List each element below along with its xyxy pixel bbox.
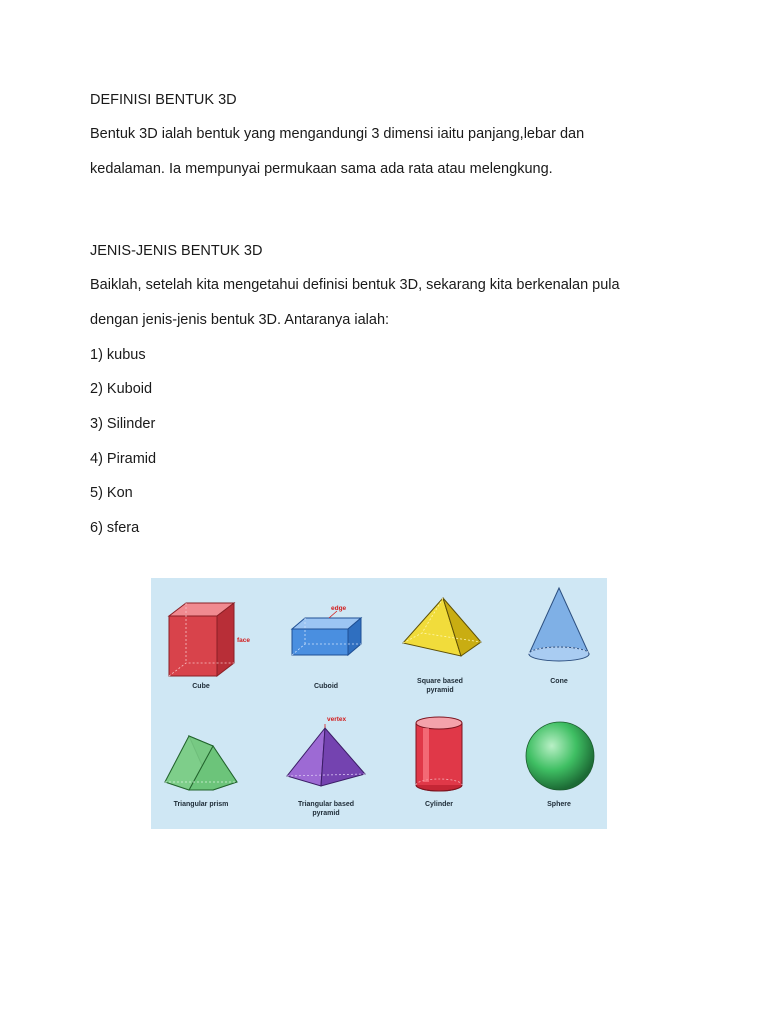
list-item: 4) Piramid — [90, 451, 157, 467]
caption-cube: Cube — [192, 683, 210, 690]
paragraph-types-line-2: dengan jenis-jenis bentuk 3D. Antaranya ialah: — [90, 312, 390, 328]
caption-square-pyramid — [395, 677, 485, 695]
face-label: face — [237, 637, 251, 644]
list-item: 1) kubus — [90, 347, 146, 363]
cuboid-shape — [292, 611, 361, 655]
list-item: 3) Silinder — [90, 416, 156, 432]
vertex-label: vertex — [327, 716, 347, 723]
heading-definisi: DEFINISI BENTUK 3D — [90, 92, 237, 108]
caption-sphere: Sphere — [547, 801, 571, 808]
cylinder-shape — [416, 717, 462, 791]
caption-triangular-pyramid-line-1: Triangular based — [297, 801, 355, 808]
caption-cone: Cone — [550, 678, 568, 685]
caption-square-pyramid-line-1: Square based — [417, 678, 463, 685]
triangular-prism-shape — [165, 736, 237, 790]
cone-shape — [529, 588, 589, 661]
list-item: 6) sfera — [90, 520, 140, 536]
caption-triangular-pyramid-line-2: pyramid — [312, 810, 340, 817]
heading-jenis: JENIS-JENIS BENTUK 3D — [90, 243, 263, 259]
triangular-pyramid-shape — [287, 724, 365, 786]
paragraph-definition-line-2: kedalaman. Ia mempunyai permukaan sama ada rata atau melengkung. — [90, 161, 553, 177]
list-item: 5) Kon — [90, 485, 133, 501]
edge-label: edge — [331, 605, 347, 612]
cube-shape — [169, 603, 234, 676]
shapes-figure — [151, 578, 607, 829]
sphere-shape — [526, 722, 594, 790]
paragraph-types-line-1: Baiklah, setelah kita mengetahui definisi bentuk 3D, sekarang kita berkenalan pula — [90, 277, 620, 293]
list-item: 2) Kuboid — [90, 381, 153, 397]
caption-triangular-prism: Triangular prism — [173, 801, 229, 808]
caption-square-pyramid-line-2: pyramid — [426, 687, 454, 694]
caption-cuboid: Cuboid — [313, 683, 339, 690]
caption-triangular-pyramid — [281, 800, 371, 818]
caption-cylinder: Cylinder — [424, 801, 453, 808]
shapes-illustration — [151, 578, 607, 829]
paragraph-definition-line-1: Bentuk 3D ialah bentuk yang mengandungi 3 dimensi iaitu panjang,lebar dan — [90, 126, 585, 142]
square-pyramid-shape — [403, 598, 481, 656]
